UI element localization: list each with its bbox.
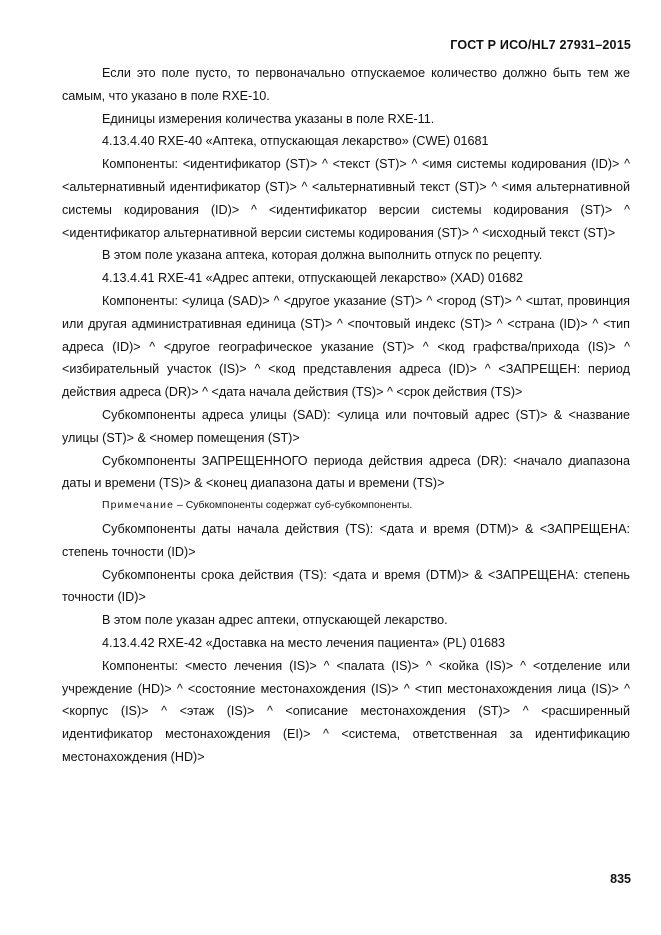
section-heading-rxe-41: 4.13.4.41 RXE-41 «Адрес аптеки, отпускающей лекарство» (XAD) 01682 <box>102 271 523 286</box>
note-label: Примечание <box>102 500 175 512</box>
paragraph-rxe-40-description: В этом поле указана аптека, которая должна выполнить отпуск по рецепту. <box>102 248 543 263</box>
paragraph-dr-subcomponents: Субкомпоненты ЗАПРЕЩЕННОГО периода действия адреса (DR): <начало диапазона даты и времени (TS)> & <конец диапазона даты и времени (TS)> <box>62 453 630 491</box>
paragraph-rxe-41-description: В этом поле указан адрес аптеки, отпускающей лекарство. <box>102 613 448 628</box>
paragraph-rxe-42-components: Компоненты: <место лечения (IS)> ^ <палата (IS)> ^ <койка (IS)> ^ <отделение или учреждение (HD)> ^ <состояние местонахождения (IS)> ^ <тип местонахождения лица (IS)> ^ <корпус (IS)> ^ <этаж (IS)> ^ <описание местонахождения (ST)> ^ <расширенный идентификатор местонахождения (EI)> ^ <система, ответственная за идентификацию местонахождения (HD)> <box>62 658 630 764</box>
paragraph-sad-subcomponents: Субкомпоненты адреса улицы (SAD): <улица или почтовый адрес (ST)> & <название улицы (ST)> & <номер помещения (ST)> <box>62 407 630 445</box>
paragraph-rxe-41-components: Компоненты: <улица (SAD)> ^ <другое указание (ST)> ^ <город (ST)> ^ <штат, провинция или другая административная единица (ST)> ^ <почтовый индекс (ST)> ^ <страна (ID)> ^ <тип адреса (ID)> ^ <другое географическое указание (ST)> ^ <код графства/прихода (IS)> ^ <избирательный участок (IS)> ^ <код представления адреса (ID)> ^ <ЗАПРЕЩЕН: период действия адреса (DR)> ^ <дата начала действия (TS)> ^ <срок действия (TS)> <box>62 293 630 400</box>
note-text: – Субкомпоненты содержат суб-субкомпоненты. <box>174 500 413 512</box>
section-heading-rxe-40: 4.13.4.40 RXE-40 «Аптека, отпускающая лекарство» (CWE) 01681 <box>102 134 489 149</box>
note <box>62 495 630 518</box>
document-body <box>62 62 630 769</box>
section-heading-rxe-42: 4.13.4.42 RXE-42 «Доставка на место лечения пациента» (PL) 01683 <box>102 635 506 650</box>
paragraph-rxe-40-components: Компоненты: <идентификатор (ST)> ^ <текст (ST)> ^ <имя системы кодирования (ID)> ^ <альтернативный идентификатор (ST)> ^ <альтернативный текст (ST)> ^ <имя альтернативной системы кодирования (ID)> ^ <идентификатор версии системы кодирования (ST)> ^ <идентификатор альтернативной версии системы кодирования (ST)> ^ <исходный текст (ST)> <box>62 157 630 240</box>
paragraph-units: Единицы измерения количества указаны в поле RXE-11. <box>102 111 435 126</box>
paragraph-ts-start-subcomponents: Субкомпоненты даты начала действия (TS): <дата и время (DTM)> & <ЗАПРЕЩЕНА: степень точности (ID)> <box>62 521 630 559</box>
paragraph-ts-expiry-subcomponents: Субкомпоненты срока действия (TS): <дата и время (DTM)> & <ЗАПРЕЩЕНА: степень точности (ID)> <box>62 567 630 605</box>
page-number: 835 <box>610 872 631 886</box>
document-header: ГОСТ Р ИСО/HL7 27931–2015 <box>450 38 631 52</box>
paragraph-empty-field: Если это поле пусто, то первоначально отпускаемое количество должно быть тем же самым, что указано в поле RXE-10. <box>62 66 630 103</box>
